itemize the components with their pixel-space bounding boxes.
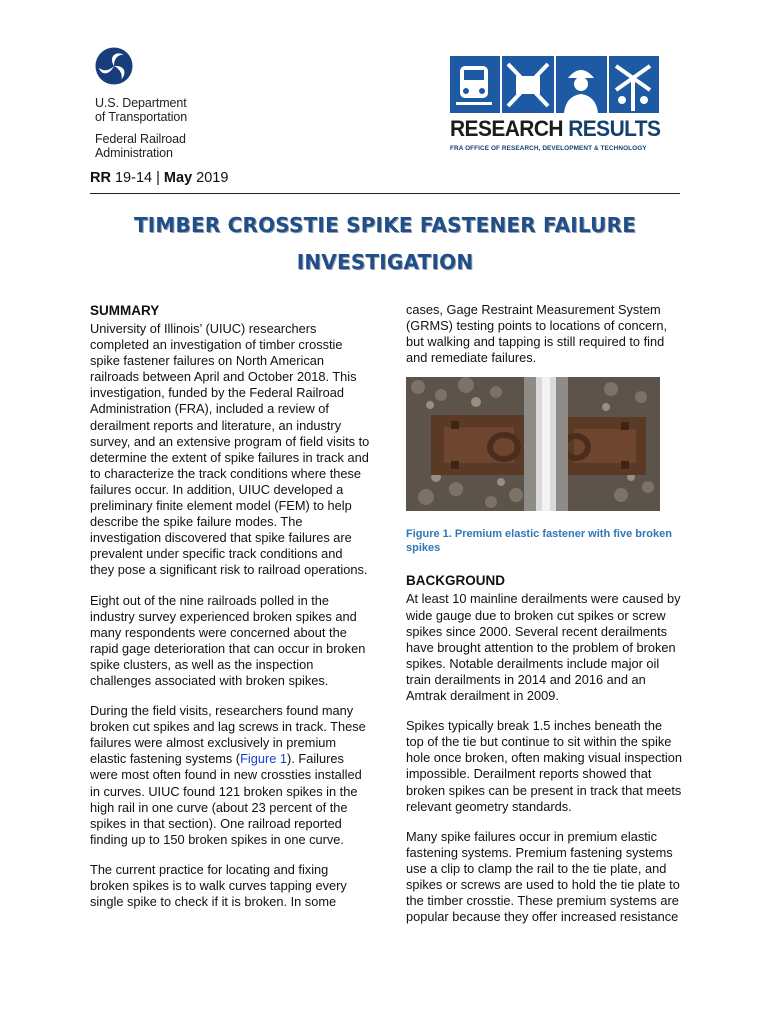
agency-line: Federal Railroad: [95, 132, 186, 146]
background-paragraph: Many spike failures occur in premium elastic fastening systems. Premium fastening systems use a clip to clamp the rail to the tie plate, and spikes or screws are used to hold the tie plate to the timber crosstie. These premium systems are popular because they offer increased resistance: [406, 828, 680, 925]
brand-title-part2: RESULTS: [568, 116, 661, 141]
figure-1-caption: Figure 1. Premium elastic fastener with five broken spikes: [406, 528, 672, 555]
research-results-title: [450, 116, 661, 142]
report-month: May: [163, 170, 193, 186]
p3-before: During the field visits, researchers found many broken cut spikes and lag screws in track. These failures were almost exclusively in premium elastic fastening systems (: [90, 703, 366, 767]
brand-subtitle: FRA OFFICE OF RESEARCH, DEVELOPMENT & TECHNOLOGY: [450, 145, 647, 152]
figure-1-link[interactable]: Figure 1: [240, 751, 288, 767]
report-prefix: RR: [90, 170, 111, 186]
brand-title-part1: RESEARCH: [450, 116, 563, 141]
left-column: [90, 302, 370, 910]
background-heading: BACKGROUND: [406, 573, 505, 589]
summary-paragraph: Eight out of the nine railroads polled in the industry survey experienced broken spikes and many respondents were concerned about the rapid gage deterioration that can occur in broken spike clusters, as well as the inspection challenges associated with broken spikes.: [90, 592, 366, 688]
figure-1-photo: [406, 377, 660, 511]
agency-line: U.S. Department: [95, 96, 187, 110]
background-paragraph: At least 10 mainline derailments were caused by wide gauge due to broken cut spikes or screw spikes since 2000. Several recent derailments have brought attention to the problem of broken spikes. Notable derailments include major oil train derailments in 2014 and 2016 and an Amtrak derailment in 2009.: [406, 591, 681, 704]
report-number: 19-14: [114, 170, 153, 186]
research-results-banner: [450, 56, 659, 113]
dot-logo: [95, 47, 133, 85]
background-paragraph: Spikes typically break 1.5 inches beneath the top of the tie but continue to sit within the spike hole once broken, often making visual inspection impossible. Derailment reports showed that broken spikes can be present in track that meets relevant geometry standards.: [406, 718, 683, 814]
agency-line: Administration: [95, 146, 173, 160]
summary-heading: SUMMARY: [90, 303, 160, 318]
document-title-line1: TIMBER CROSSTIE SPIKE FASTENER FAILURE: [133, 213, 637, 237]
p3-after: ). Failures were most often found in new crossties installed in curves. UIUC found 121 broken spikes in the high rail in one curve (about 23 percent of the spikes in that section). One railroad reported finding up to 150 broken spikes in one curve.: [90, 751, 362, 847]
summary-paragraph: [90, 703, 370, 848]
summary-paragraph: University of Illinois’ (UIUC) researchers completed an investigation of timber crosstie spike fastener failures on North American railroads between April and October 2018. This investigation, funded by the Federal Railroad Administration (FRA), included a review of derailment reports and literature, an industry survey, and an extensive program of field visits to determine the extent of spike failures in track and to characterize the track conditions where these failures occur. In addition, UIUC developed a preliminary finite element model (FEM) to help describe the spike failure modes. The investigation discovered that spike failures are prevalent under specific track conditions and they pose a significant risk to railroad operations.: [90, 321, 370, 578]
document-title-line2: INVESTIGATION: [296, 250, 474, 274]
report-year: 2019: [196, 170, 229, 186]
header-divider: [90, 193, 680, 194]
right-column: [406, 302, 682, 925]
summary-paragraph: The current practice for locating and fixing broken spikes is to walk curves tapping every single spike to check if it is broken. In some: [90, 861, 347, 910]
agency-line: of Transportation: [95, 110, 188, 124]
report-separator: |: [156, 170, 160, 186]
report-number-line: [90, 170, 228, 186]
summary-paragraph-continued: cases, Gage Restraint Measurement System (GRMS) testing points to locations of concern, but walking and tapping is still required to find and remediate failures.: [406, 302, 668, 366]
